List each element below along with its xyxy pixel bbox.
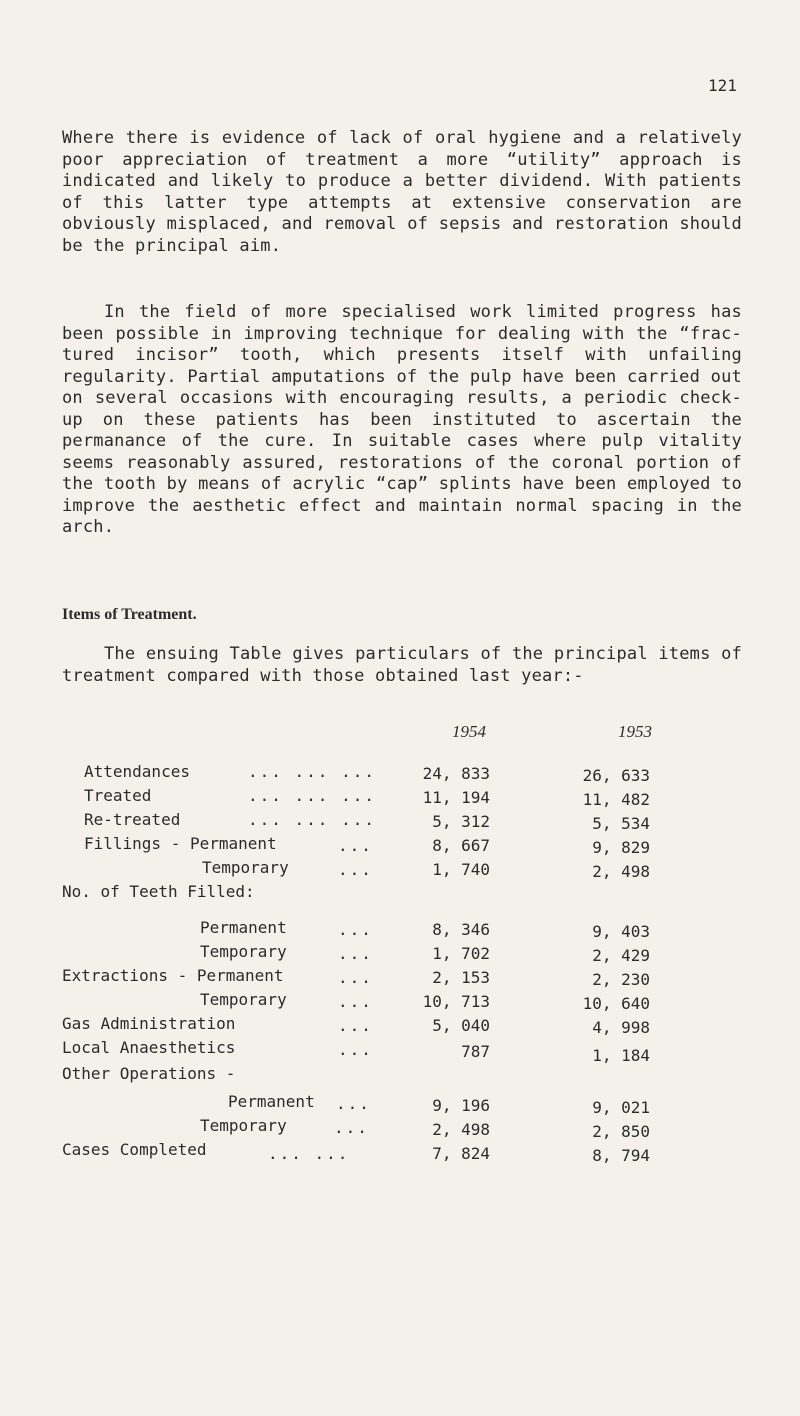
cell-1954: 2, 498 <box>432 1120 490 1139</box>
row-label: No. of Teeth Filled: <box>62 882 255 901</box>
row-label: Temporary <box>200 1116 287 1135</box>
row-label: Other Operations - <box>62 1064 236 1083</box>
row-label: Temporary <box>200 990 287 1009</box>
column-header-1953: 1953 <box>618 722 652 741</box>
cell-1954: 8, 667 <box>432 836 490 855</box>
row-dots: ... <box>338 920 373 939</box>
cell-1954: 8, 346 <box>432 920 490 939</box>
cell-1953: 9, 021 <box>592 1098 650 1117</box>
section-heading: Items of Treatment. <box>62 606 197 623</box>
cell-1953: 26, 633 <box>582 766 650 785</box>
page-number: 121 <box>708 76 737 95</box>
row-dots: ... <box>336 1094 371 1113</box>
cell-1953: 4, 998 <box>592 1018 650 1037</box>
cell-1953: 2, 850 <box>592 1122 650 1141</box>
row-dots: ... ... ... <box>248 810 376 829</box>
paragraph-specialised-work: In the field of more specialised work limited progress has been possible in improving technique for dealing with the “frac- tured incisor” tooth, which presents itself with unfailing regularity. Partial amputations of the pulp have been carried out on several occasions with encouraging results, a periodic check-up on these patients has been instituted to ascertain the permanance of the cure. In suitable cases where pulp vitality seems reasonably assured, restorations of the coronal portion of the tooth by means of acrylic “cap” splints have been employed to improve the aesthetic effect and maintain normal spacing in the arch. <box>62 302 742 537</box>
cell-1954: 5, 312 <box>432 812 490 831</box>
row-label: Re-treated <box>84 810 181 829</box>
row-label: Gas Administration <box>62 1014 236 1033</box>
cell-1953: 8, 794 <box>592 1146 650 1165</box>
row-dots: ... <box>338 944 373 963</box>
row-dots: ... <box>338 968 373 987</box>
cell-1954: 1, 702 <box>432 944 490 963</box>
cell-1953: 2, 498 <box>592 862 650 881</box>
cell-1954: 5, 040 <box>432 1016 490 1035</box>
cell-1953: 9, 403 <box>592 922 650 941</box>
column-header-1954: 1954 <box>452 722 486 741</box>
row-label: Temporary <box>200 942 287 961</box>
cell-1953: 10, 640 <box>582 994 650 1013</box>
row-label: Treated <box>84 786 152 805</box>
cell-1954: 2, 153 <box>432 968 490 987</box>
row-label: Extractions - Permanent <box>62 966 284 985</box>
row-dots: ... <box>334 1118 369 1137</box>
paragraph-oral-hygiene: Where there is evidence of lack of oral hygiene and a relatively poor appreciation of treatment a more “utility” approach is indicated and likely to produce a better dividend. With patients of this latter type attempts at extensive conservation are obviously misplaced, and removal of sepsis and restoration should be the principal aim. <box>62 128 742 256</box>
row-label: Cases Completed <box>62 1140 207 1159</box>
cell-1954: 24, 833 <box>422 764 490 783</box>
cell-1953: 2, 230 <box>592 970 650 989</box>
row-label: Attendances <box>84 762 190 781</box>
row-dots: ... <box>338 992 373 1011</box>
row-dots: ... <box>338 1016 373 1035</box>
cell-1953: 5, 534 <box>592 814 650 833</box>
cell-1953: 2, 429 <box>592 946 650 965</box>
row-dots: ... ... <box>268 1144 350 1163</box>
row-dots: ... <box>338 836 373 855</box>
cell-1953: 9, 829 <box>592 838 650 857</box>
row-label: Local Anaesthetics <box>62 1038 236 1057</box>
row-label: Temporary <box>202 858 289 877</box>
row-dots: ... ... ... <box>248 762 376 781</box>
cell-1954: 7, 824 <box>432 1144 490 1163</box>
cell-1954: 1, 740 <box>432 860 490 879</box>
cell-1954: 9, 196 <box>432 1096 490 1115</box>
cell-1954: 11, 194 <box>422 788 490 807</box>
row-dots: ... <box>338 1040 373 1059</box>
row-label: Permanent <box>200 918 287 937</box>
cell-1953: 1, 184 <box>592 1046 650 1065</box>
row-dots: ... ... ... <box>248 786 376 805</box>
row-label: Permanent <box>228 1092 315 1111</box>
cell-1954: 787 <box>461 1042 490 1061</box>
row-label: Fillings - Permanent <box>84 834 277 853</box>
table-intro: The ensuing Table gives particulars of the principal items of treatment compared with those obtained last year:- <box>62 644 742 686</box>
row-dots: ... <box>338 860 373 879</box>
cell-1953: 11, 482 <box>582 790 650 809</box>
cell-1954: 10, 713 <box>422 992 490 1011</box>
